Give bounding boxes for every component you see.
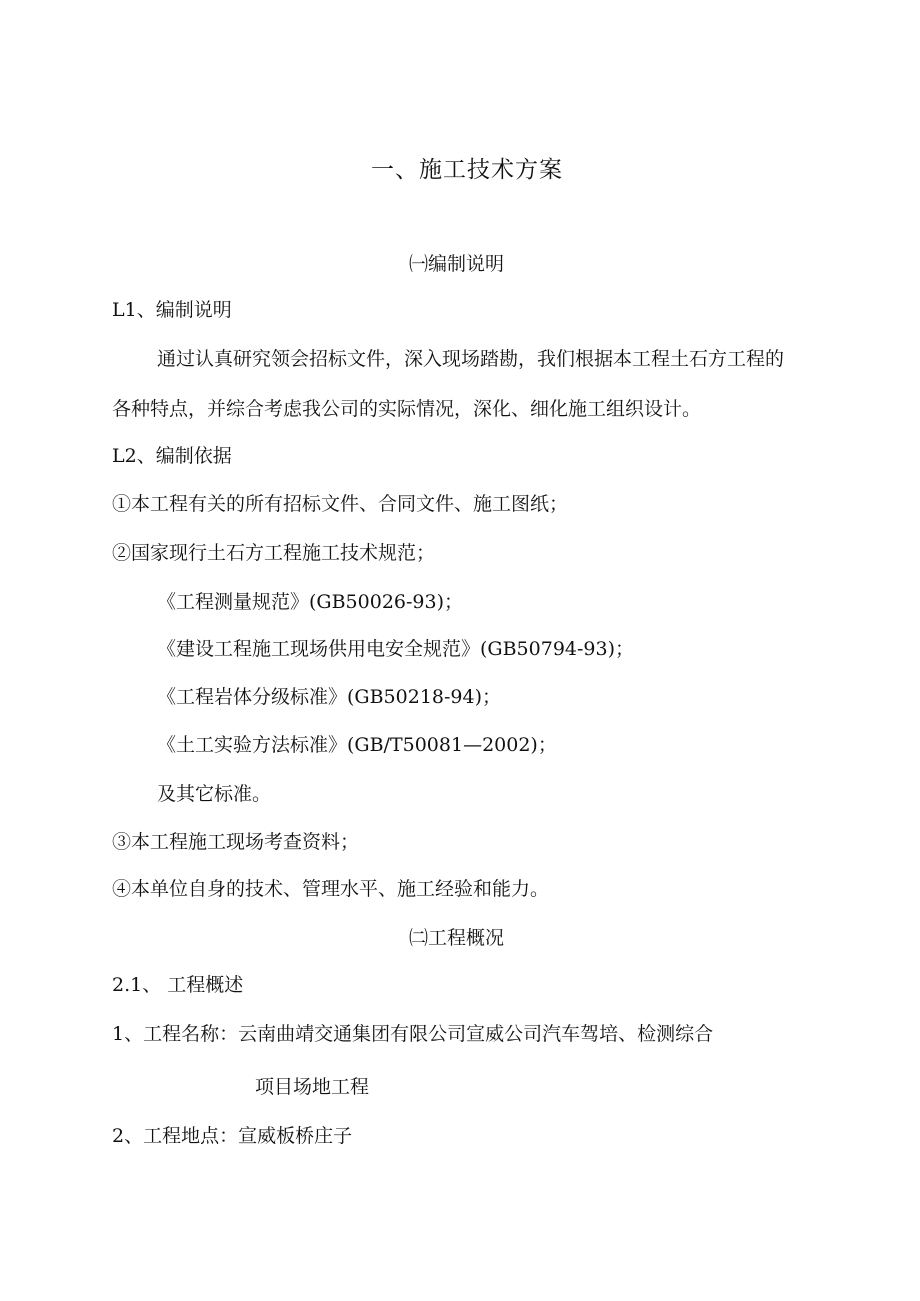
list-item-3: ③本工程施工现场考查资料； [112,831,360,853]
list-item-4: ④本单位自身的技术、管理水平、施工经验和能力。 [112,878,550,900]
standard-item-2: 《建设工程施工现场供用电安全规范》(GB50794-93)； [157,638,635,660]
standard-item-3: 《工程岩体分级标准》(GB50218-94)； [157,686,502,708]
section-heading-1: ㈠编制说明 [409,253,505,275]
list-item-1: ①本工程有关的所有招标文件、合同文件、施工图纸； [112,493,569,515]
subheading-2-1: 2.1、 工程概述 [112,974,244,996]
section-heading-2: ㈡工程概况 [409,927,505,949]
standard-item-1: 《工程测量规范》(GB50026-93)； [157,591,464,613]
paragraph-line-1: 通过认真研究领会招标文件，深入现场踏勘，我们根据本工程土石方工程的 [157,348,785,370]
list-item-2: ②国家现行土石方工程施工技术规范； [112,542,436,564]
standard-other: 及其它标准。 [157,783,272,805]
page-title: 一、施工技术方案 [371,157,563,183]
paragraph-line-2: 各种特点，并综合考虑我公司的实际情况，深化、细化施工组织设计。 [112,398,702,420]
project-location: 2、工程地点：宣威板桥庄子 [112,1125,353,1147]
subheading-1-2: L2、编制依据 [112,445,232,467]
project-name-line-2: 项目场地工程 [255,1076,370,1098]
project-name-line-1: 1、工程名称：云南曲靖交通集团有限公司宣威公司汽车驾培、检测综合 [112,1023,714,1045]
subheading-1-1: L1、编制说明 [112,299,232,321]
standard-item-4: 《土工实验方法标准》(GB/T50081—2002)； [157,734,557,756]
